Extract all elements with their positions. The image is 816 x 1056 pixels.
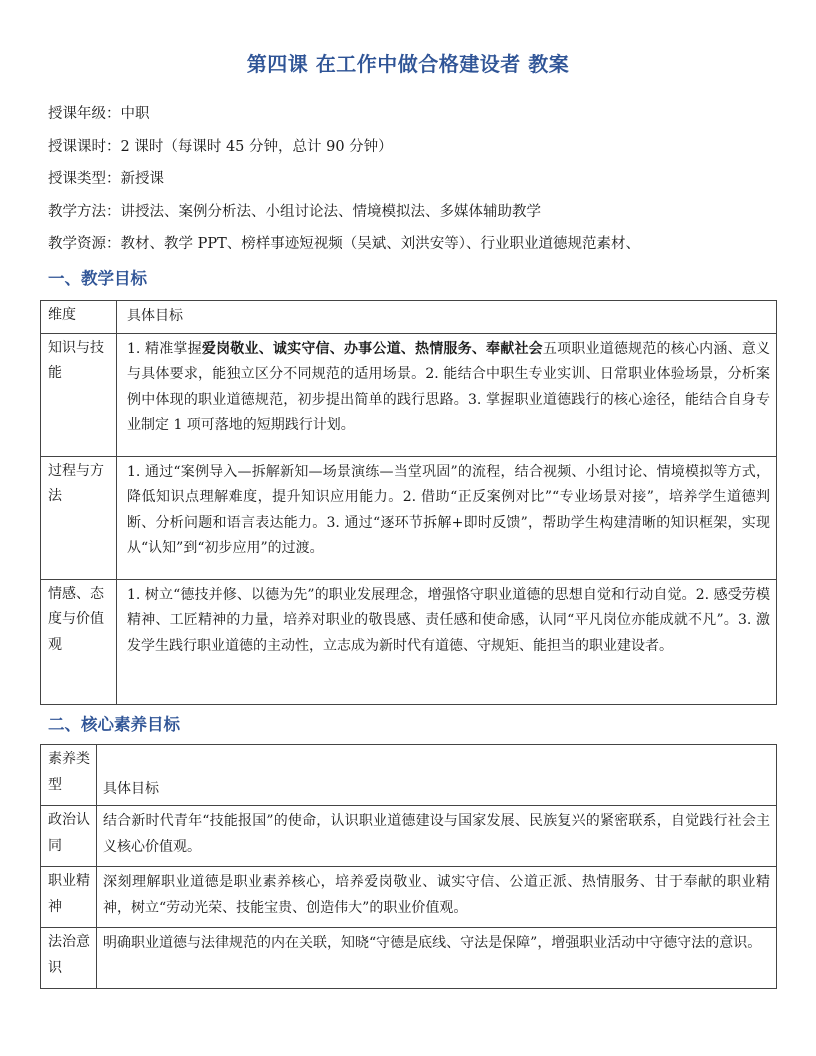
section-heading-competencies: 二、核心素养目标 — [48, 715, 180, 734]
row-content-spirit: 深刻理解职业道德是职业素养核心，培养爱岗敬业、诚实守信、公道正派、热情服务、甘于奉献的职业精神，树立“劳动光荣、技能宝贵、创造伟大”的职业价值观。 — [97, 867, 777, 928]
table-row — [41, 806, 777, 867]
row-content-political: 结合新时代青年“技能报国”的使命，认识职业道德建设与国家发展、民族复兴的紧密联系，自觉践行社会主义核心价值观。 — [97, 806, 777, 867]
section-heading-objectives: 一、教学目标 — [48, 269, 147, 288]
row-content-values: 1. 树立“德技并修、以德为先”的职业发展理念，增强恪守职业道德的思想自觉和行动自觉。2. 感受劳模精神、工匠精神的力量，培养对职业的敬畏感、责任感和使命感，认同“平凡岗位亦能成就不凡”。3. 激发学生践行职业道德的主动性，立志成为新时代有道德、守规矩、能担当的职业建设者。 — [117, 579, 777, 704]
table-row — [41, 333, 777, 456]
table-row — [41, 928, 777, 989]
table-row — [41, 579, 777, 704]
document-title: 第四课 在工作中做合格建设者 教案 — [246, 52, 570, 76]
meta-type: 授课类型：新授课 — [48, 171, 164, 187]
table-header-row — [41, 301, 777, 334]
row-content-law: 明确职业道德与法律规范的内在关联，知晓“守德是底线、守法是保障”，增强职业活动中守德守法的意识。 — [97, 928, 777, 989]
header-goal: 具体目标 — [117, 301, 777, 334]
row-content-knowledge — [117, 333, 777, 456]
meta-hours: 授课课时：2 课时（每课时 45 分钟，总计 90 分钟） — [48, 138, 393, 155]
row-label-knowledge: 知识与技能 — [41, 333, 117, 456]
table-row — [41, 867, 777, 928]
row-label-process: 过程与方法 — [41, 456, 117, 579]
header-dimension: 维度 — [41, 301, 117, 334]
row-label-political: 政治认同 — [41, 806, 97, 867]
table-row — [41, 456, 777, 579]
knowledge-rest: 五项职业道德规范的核心内涵、意义与具体要求，能独立区分不同规范的适用场景。2. 能结合中职生专业实训、日常职业体验场景，分析案例中体现的职业道德规范，初步提出简单的践行思路。3. 掌握职业道德践行的核心途径，能结合自身专业制定 1 项可落地的短期践行计划。 — [127, 340, 771, 433]
row-label-law: 法治意识 — [41, 928, 97, 989]
objectives-table — [40, 300, 777, 705]
knowledge-intro: 1. 精准掌握 — [127, 340, 202, 357]
row-content-process: 1. 通过“案例导入—拆解新知—场景演练—当堂巩固”的流程，结合视频、小组讨论、情境模拟等方式，降低知识点理解难度，提升知识应用能力。2. 借助“正反案例对比”“专业场景对接”，培养学生道德判断、分析问题和语言表达能力。3. 通过“逐环节拆解+即时反馈”，帮助学生构建清晰的知识框架，实现从“认知”到“初步应用”的过渡。 — [117, 456, 777, 579]
row-label-values: 情感、态度与价值观 — [41, 579, 117, 704]
meta-grade: 授课年级：中职 — [48, 106, 150, 122]
competencies-table — [40, 744, 777, 989]
table-header-row — [41, 745, 777, 806]
lesson-meta — [48, 98, 788, 261]
row-label-spirit: 职业精神 — [41, 867, 97, 928]
knowledge-norms: 爱岗敬业、诚实守信、办事公道、热情服务、奉献社会 — [201, 340, 543, 357]
meta-methods: 教学方法：讲授法、案例分析法、小组讨论法、情境模拟法、多媒体辅助教学 — [48, 203, 541, 220]
header-goal: 具体目标 — [97, 745, 777, 806]
meta-resources: 教学资源：教材、教学 PPT、榜样事迹短视频（吴斌、刘洪安等）、行业职业道德规范素材、 — [48, 236, 641, 252]
header-type: 素养类型 — [41, 745, 97, 806]
